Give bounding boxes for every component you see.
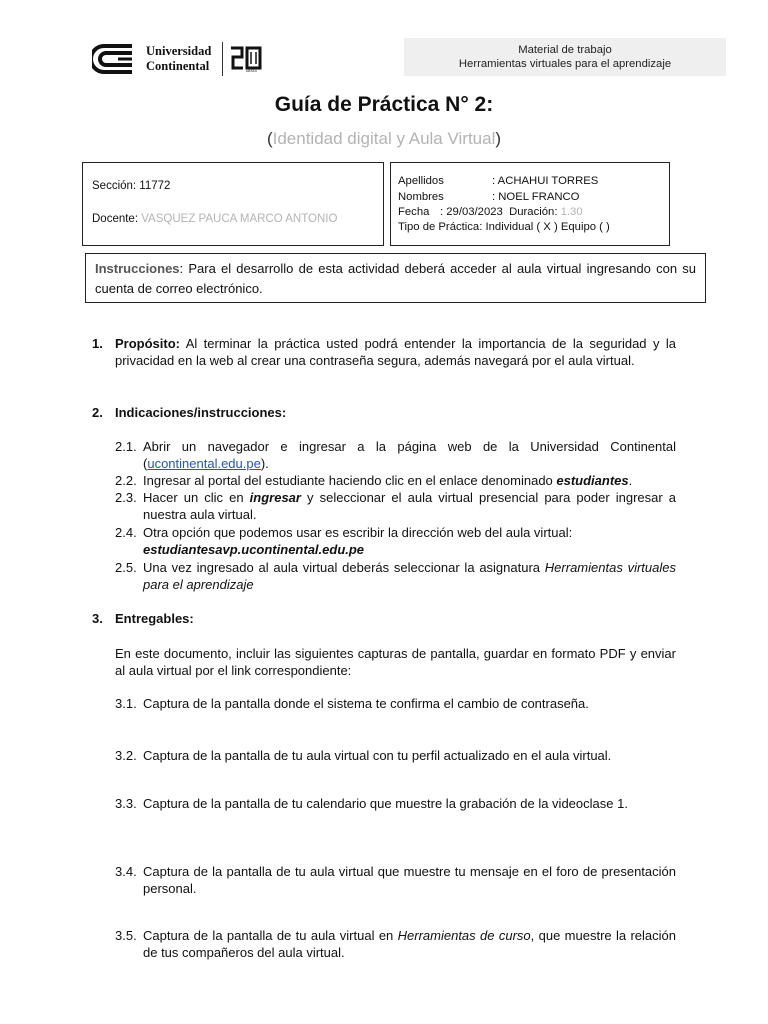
apellidos-label: Apellidos [398,175,444,187]
docente-value: VASQUEZ PAUCA MARCO ANTONIO [141,213,338,225]
nombres-value: : NOEL FRANCO [492,191,580,203]
section2-label [115,404,286,421]
university-logo-icon [92,42,140,76]
item-text: Captura de la pantalla de tu aula virtual que muestre tu mensaje en el foro de presentación personal. [143,864,676,896]
instructions-label: Instrucciones [95,261,180,276]
tipo-row: Tipo de Práctica: Individual ( X ) Equipo ( ) [398,221,610,233]
apellidos-row [398,175,598,187]
ucontinental-link[interactable]: ucontinental.edu.pe [147,456,261,471]
item-text: Hacer un clic en [143,490,250,505]
item-text: Captura de la pantalla de tu aula virtual con tu perfil actualizado en el aula virtual. [143,748,612,763]
section2-label-text: Indicaciones/instrucciones: [115,405,287,420]
item-number: 2.3. [115,490,137,505]
seccion-row [92,180,170,192]
logo-line2: Continental [146,59,210,73]
apellidos-value: : ACHAHUI TORRES [492,175,599,187]
material-line1: Material de trabajo [518,44,612,56]
item-number: 3.1. [115,696,137,711]
fecha-value: : 29/03/2023 [440,206,503,218]
item-italic: Herramientas de curso [397,928,531,943]
item-text: Captura de la pantalla de tu calendario que muestre la grabación de la videoclase 1. [143,796,628,811]
list-item [115,438,676,472]
subtitle-text: Identidad digital y Aula Virtual [272,129,496,148]
tipo-value: Individual ( X ) Equipo ( ) [485,221,610,233]
logo-divider [222,42,223,76]
item-number: 2.2. [115,473,137,488]
list-item [115,747,676,764]
item-emphasis: estudiantesavp.ucontinental.edu.pe [143,542,365,557]
section1-number: 1. [92,336,103,351]
item-text-end: . [628,473,633,488]
list-item [115,489,677,523]
item-number: 3.5. [115,928,137,943]
item-text-end: ). [260,456,269,471]
section1-text: Al terminar la práctica usted podrá entender la importancia de la seguridad y la privacidad en la web al crear una contraseña segura, además navegará por el aula virtual. [115,336,676,368]
section1-paragraph [115,335,676,369]
item-emphasis: estudiantes [556,473,629,488]
list-item [115,524,676,558]
page-subtitle: (Identidad digital y Aula Virtual) [266,129,502,148]
item-number: 2.1. [115,439,137,454]
section3-label [115,610,194,627]
list-item [115,795,676,812]
list-item [115,695,676,712]
item-emphasis: ingresar [249,490,301,505]
seccion-value: : 11772 [132,180,171,192]
item-number: 2.5. [115,560,137,575]
item-number: 2.4. [115,525,137,540]
fecha-row: Fecha : 29/03/2023 Duración: 1.30 [398,206,583,218]
section3-number: 3. [92,611,103,626]
university-logo [92,42,282,78]
docente-row: Docente: VASQUEZ PAUCA MARCO ANTONIO [92,213,338,225]
list-item [115,472,676,489]
logo-years-label: años [246,68,257,74]
nombres-row [398,191,579,203]
section-info-box [82,162,384,246]
seccion-label: Sección [92,180,133,192]
item-text-end: y seleccionar el aula virtual presencial para poder ingresar a nuestra aula virtual. [143,490,677,522]
material-line2: Herramientas virtuales para el aprendizaje [458,58,672,70]
docente-label: Docente [92,213,135,225]
tipo-label: Tipo de Práctica [398,221,480,233]
list-item [115,863,676,897]
duracion-value: 1.30 [560,206,583,218]
item-number: 3.2. [115,748,137,763]
item-text: Captura de la pantalla donde el sistema te confirma el cambio de contraseña. [143,696,589,711]
instructions-text: Para el desarrollo de esta actividad deberá acceder al aula virtual ingresando con su cuenta de correo electrónico. [95,261,696,296]
logo-line1: Universidad [146,44,212,58]
logo-text [146,44,211,74]
section1-label: Propósito: [115,336,180,351]
nombres-label: Nombres [398,191,444,203]
item-text: Otra opción que podemos usar es escribir la dirección web del aula virtual: [143,525,573,540]
list-item [115,927,676,961]
list-item [115,559,676,593]
student-info-box [390,162,670,246]
item-number: 3.4. [115,864,137,879]
item-text: Captura de la pantalla de tu aula virtual en [143,928,398,943]
item-text: Ingresar al portal del estudiante haciendo clic en el enlace denominado [143,473,557,488]
item-italic: Herramientas virtuales para el aprendizaje [143,560,676,592]
page-title: Guía de Práctica N° 2: [274,93,494,116]
material-header-box [404,38,726,76]
section2-number: 2. [92,405,103,420]
item-text-end: , que muestre la relación de tus compañeros del aula virtual. [143,928,676,960]
instructions-box: Instrucciones: Para el desarrollo de esta actividad deberá acceder al aula virtual ingresando con su cuenta de correo electrónico. [85,253,706,303]
duracion-label: Duración [509,206,555,218]
section3-intro: En este documento, incluir las siguientes capturas de pantalla, guardar en formato PDF y enviar al aula virtual por el link correspondiente: [115,646,676,678]
item-text: Una vez ingresado al aula virtual deberás seleccionar la asignatura [143,560,545,575]
item-number: 3.3. [115,796,137,811]
fecha-label: Fecha [398,206,430,218]
section3-label-text: Entregables: [115,611,194,626]
item-text: Abrir un navegador e ingresar a la página web de la Universidad Continental ( [143,439,676,471]
